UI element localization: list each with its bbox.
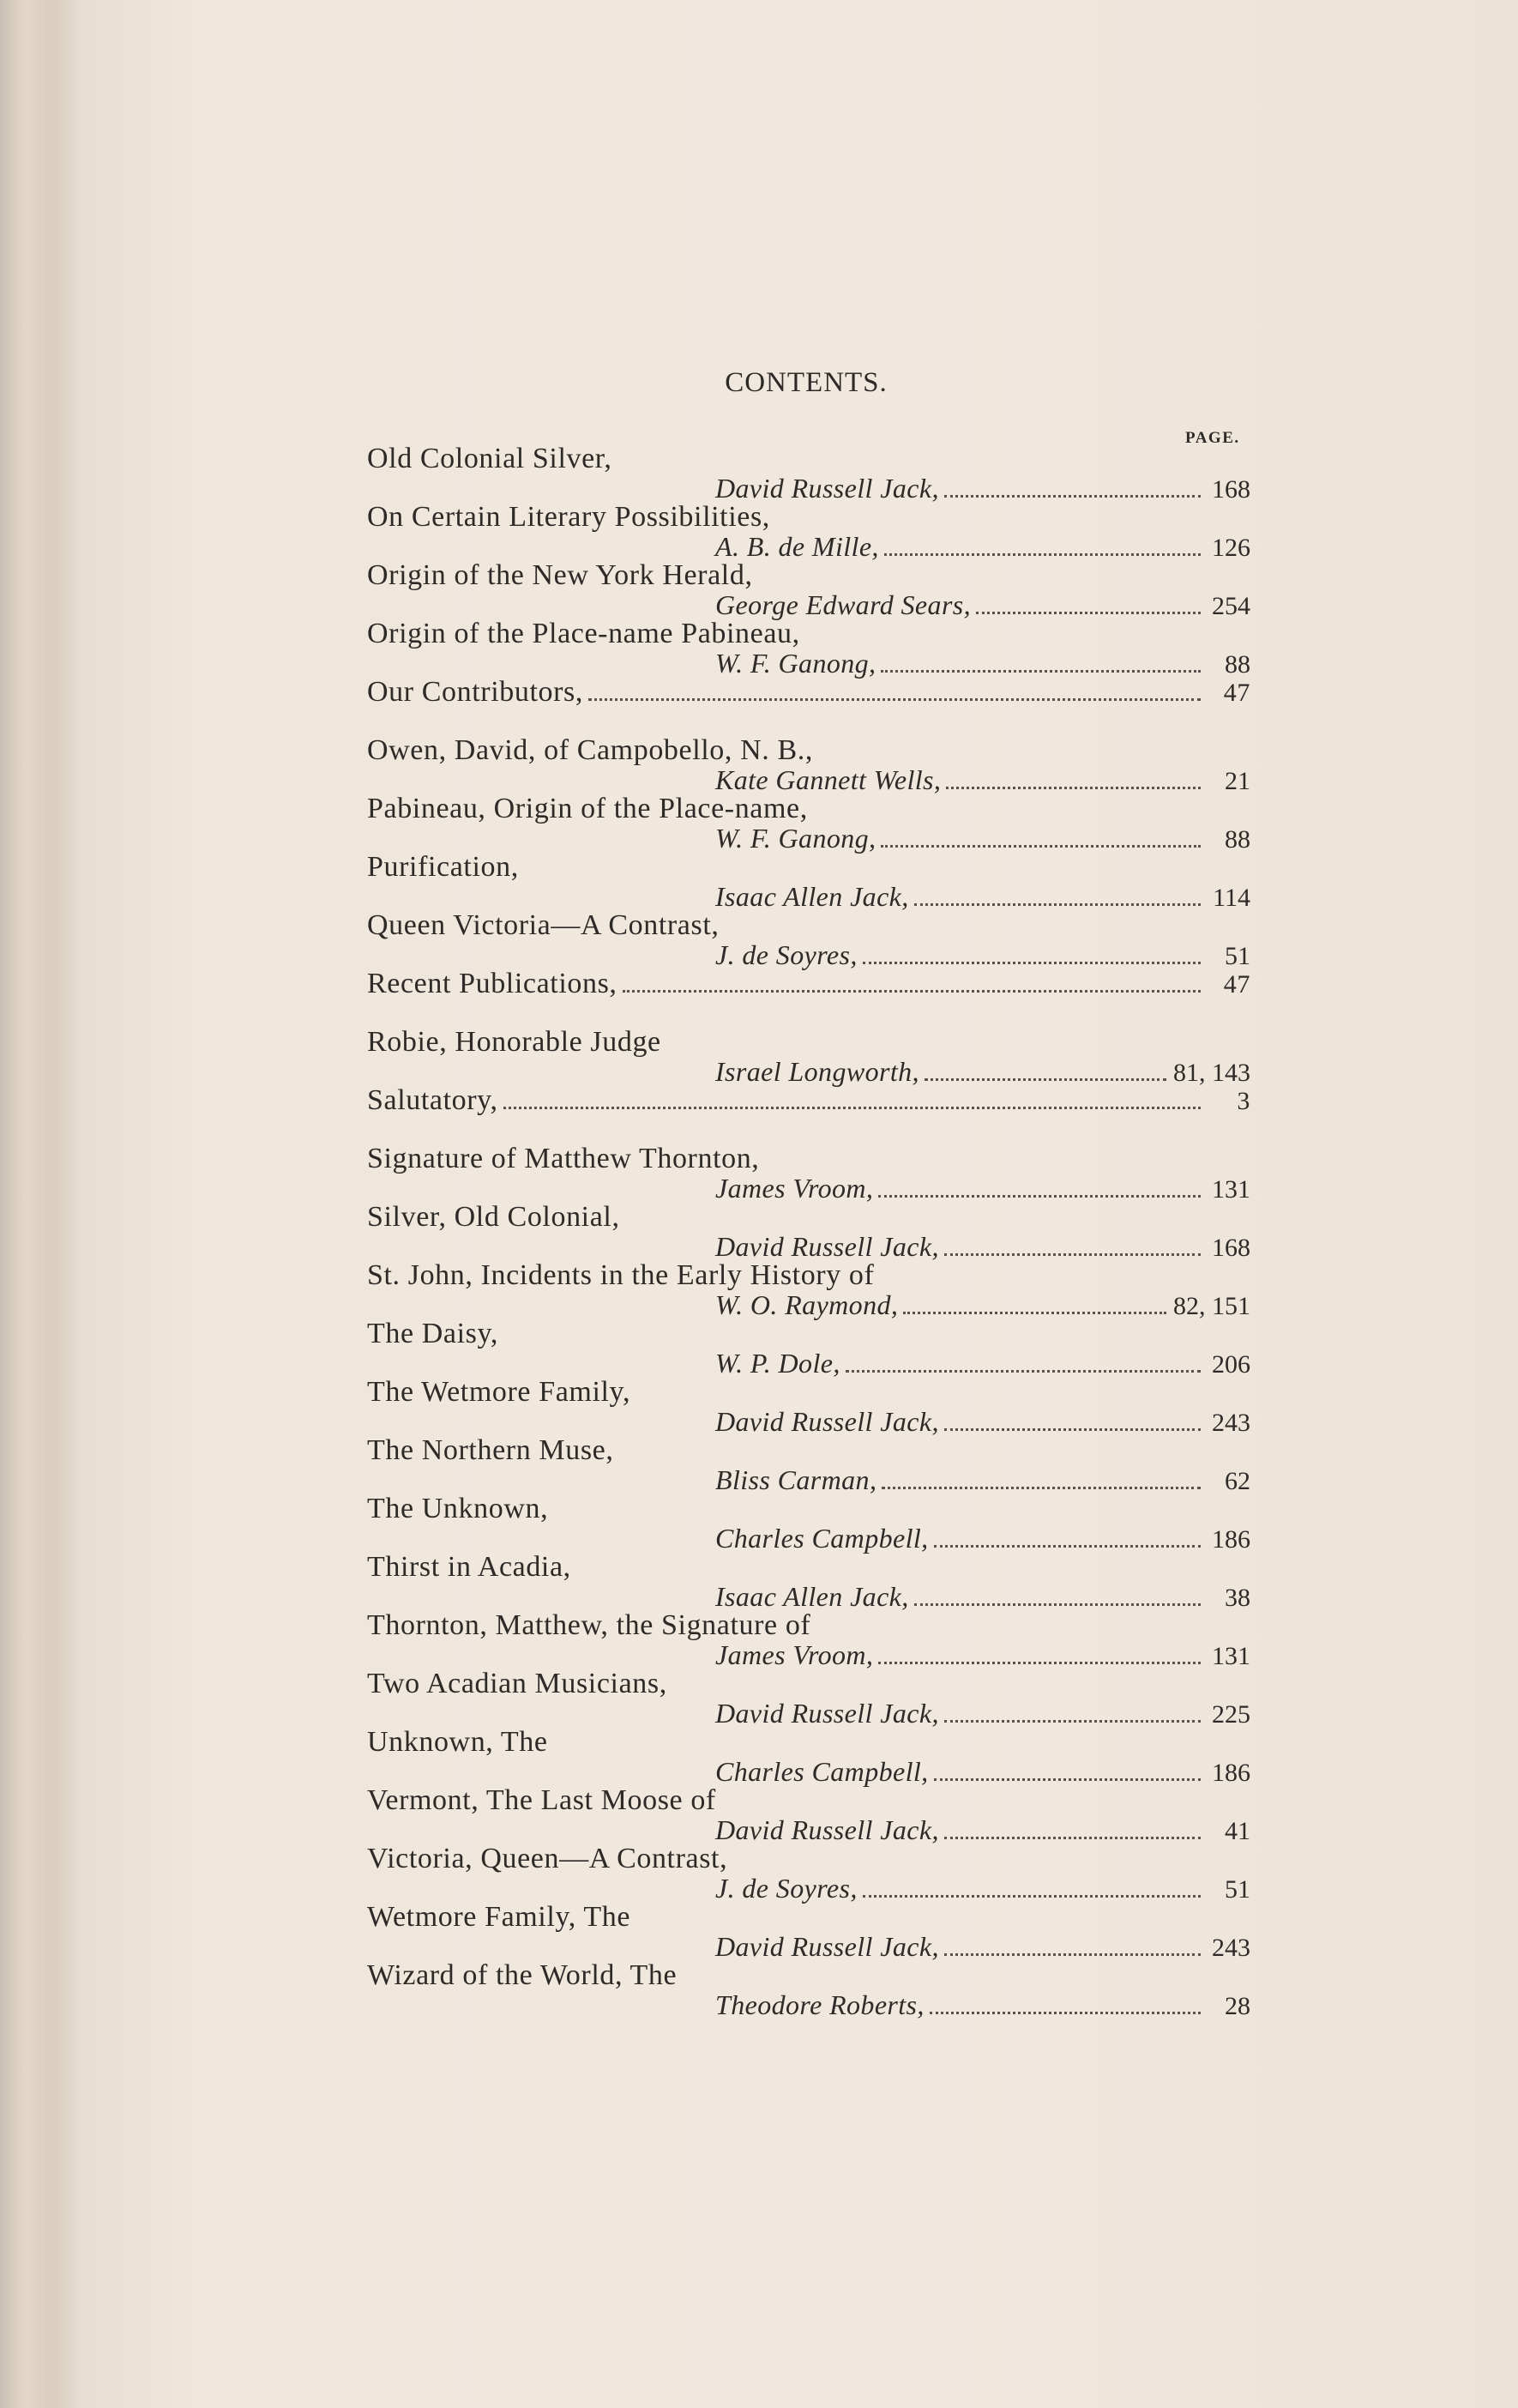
toc-entry [367, 1786, 1250, 1844]
entry-author-line [367, 765, 1250, 794]
dot-leader [944, 495, 1201, 498]
entry-subject: Robie, Honorable Judge [367, 1026, 661, 1058]
toc-entry [367, 678, 1250, 707]
toc-entry [367, 1319, 1250, 1378]
entry-subject: The Unknown, [367, 1493, 549, 1524]
entry-author-line [367, 1174, 1250, 1203]
entry-subject: Queen Victoria—A Contrast, [367, 909, 720, 941]
entry-line [367, 678, 1250, 707]
entry-page: 206 [1212, 1350, 1250, 1379]
dot-leader [881, 670, 1201, 673]
dot-leader [882, 1487, 1201, 1489]
entry-page: 186 [1212, 1759, 1250, 1787]
entry-author: Bliss Carman, [715, 1464, 877, 1495]
entry-author-line [367, 1757, 1250, 1786]
dot-leader [946, 787, 1201, 789]
entry-author-line [367, 1524, 1250, 1553]
entry-author-line [367, 1232, 1250, 1261]
entry-author: Charles Campbell, [715, 1523, 929, 1554]
entry-author: David Russell Jack, [715, 1814, 939, 1845]
dot-leader [934, 1545, 1201, 1548]
entry-page: 3 [1237, 1087, 1250, 1115]
entry-subject: The Northern Muse, [367, 1434, 614, 1466]
entry-subject: St. John, Incidents in the Early History of [367, 1259, 875, 1291]
entry-author: David Russell Jack, [715, 1231, 939, 1262]
entry-line [367, 1086, 1250, 1115]
entry-page: 38 [1225, 1584, 1250, 1612]
dot-leader [863, 1895, 1201, 1898]
toc-entry [367, 1728, 1250, 1786]
entry-author-line [367, 824, 1250, 853]
dot-leader [884, 553, 1201, 556]
entry-page: 186 [1212, 1525, 1250, 1554]
entry-subject: Unknown, The [367, 1726, 548, 1758]
entry-author: Kate Gannett Wells, [715, 764, 942, 795]
entry-author: George Edward Sears, [715, 589, 972, 620]
toc-entry [367, 619, 1250, 678]
dot-leader [503, 1107, 1201, 1109]
toc-entry [367, 1903, 1250, 1961]
entry-author-line [367, 1990, 1250, 2019]
entry-page: 51 [1225, 1875, 1250, 1904]
dot-leader [976, 612, 1201, 614]
page-title: CONTENTS. [725, 367, 888, 398]
entry-author-line [367, 1057, 1250, 1086]
entry-author-line [367, 1407, 1250, 1436]
toc-entry [367, 1028, 1250, 1086]
entry-subject: Silver, Old Colonial, [367, 1201, 620, 1233]
toc-entry [367, 1086, 1250, 1115]
entry-page: 82, 151 [1173, 1292, 1250, 1320]
entry-author: Isaac Allen Jack, [715, 881, 909, 912]
entry-author: James Vroom, [715, 1173, 874, 1204]
entry-author: David Russell Jack, [715, 1406, 939, 1437]
entry-subject: Two Acadian Musicians, [367, 1668, 667, 1699]
entry-subject: Pabineau, Origin of the Place-name, [367, 793, 808, 824]
entry-page: 168 [1212, 475, 1250, 504]
entry-subject: Victoria, Queen—A Contrast, [367, 1843, 728, 1874]
entry-page: 126 [1212, 534, 1250, 562]
toc-entry [367, 1144, 1250, 1203]
dot-leader [881, 845, 1201, 848]
entry-author: W. O. Raymond, [715, 1289, 899, 1320]
entry-author: Charles Campbell, [715, 1756, 929, 1787]
toc-entry [367, 1844, 1250, 1903]
entry-page: 243 [1212, 1409, 1250, 1437]
spacer [367, 1115, 1250, 1144]
dot-leader [846, 1370, 1201, 1373]
entry-author-line [367, 940, 1250, 969]
toc-entry [367, 736, 1250, 794]
entry-subject: Thornton, Matthew, the Signature of [367, 1609, 811, 1641]
entry-page: 88 [1225, 650, 1250, 679]
dot-leader [925, 1078, 1166, 1081]
toc-entry [367, 1203, 1250, 1261]
entry-page: 51 [1225, 942, 1250, 970]
entry-author: W. F. Ganong, [715, 823, 876, 854]
entry-subject: Wetmore Family, The [367, 1901, 631, 1933]
entry-page: 41 [1225, 1817, 1250, 1845]
entry-page: 254 [1212, 592, 1250, 620]
dot-leader [944, 1837, 1201, 1839]
entry-author-line [367, 1582, 1250, 1611]
toc-entry [367, 794, 1250, 853]
entry-page: 47 [1223, 679, 1250, 707]
entry-page: 62 [1225, 1467, 1250, 1495]
entry-author-line [367, 649, 1250, 678]
entry-subject: Vermont, The Last Moose of [367, 1784, 716, 1816]
contents-list [367, 444, 1250, 2019]
entry-subject: Recent Publications, [367, 968, 617, 999]
entry-author: J. de Soyres, [715, 939, 858, 970]
entry-subject: Wizard of the World, The [367, 1959, 678, 1991]
entry-author-line [367, 474, 1250, 503]
dot-leader [878, 1662, 1201, 1664]
entry-subject: Our Contributors, [367, 676, 583, 708]
dot-leader [914, 903, 1201, 906]
dot-leader [903, 1312, 1166, 1314]
dot-leader [588, 698, 1201, 701]
toc-entry [367, 1553, 1250, 1611]
entry-subject: The Wetmore Family, [367, 1376, 631, 1408]
entry-page: 243 [1212, 1934, 1250, 1962]
dot-leader [944, 1253, 1201, 1256]
entry-author: W. F. Ganong, [715, 648, 876, 679]
dot-leader [878, 1195, 1201, 1198]
dot-leader [930, 2012, 1201, 2014]
entry-subject: Salutatory, [367, 1084, 498, 1116]
entry-subject: Origin of the Place-name Pabineau, [367, 618, 800, 649]
entry-page: 131 [1212, 1175, 1250, 1204]
entry-page: 47 [1223, 970, 1250, 999]
entry-author-line [367, 1290, 1250, 1319]
entry-page: 88 [1225, 825, 1250, 854]
entry-subject: On Certain Literary Possibilities, [367, 501, 770, 533]
toc-entry [367, 1611, 1250, 1669]
dot-leader [863, 962, 1201, 964]
entry-author-line [367, 1932, 1250, 1961]
dot-leader [934, 1778, 1201, 1781]
entry-author: Israel Longworth, [715, 1056, 919, 1087]
entry-author: W. P. Dole, [715, 1348, 840, 1379]
entry-subject: Origin of the New York Herald, [367, 559, 753, 591]
dot-leader [914, 1603, 1201, 1606]
dot-leader [623, 990, 1201, 993]
entry-author-line [367, 1815, 1250, 1844]
entry-author: David Russell Jack, [715, 473, 939, 504]
toc-entry [367, 1669, 1250, 1728]
entry-author: David Russell Jack, [715, 1698, 939, 1729]
entry-page: 131 [1212, 1642, 1250, 1670]
entry-author: Theodore Roberts, [715, 1989, 925, 2020]
dot-leader [944, 1953, 1201, 1956]
entry-author: A. B. de Mille, [715, 531, 879, 562]
toc-entry [367, 853, 1250, 911]
toc-entry [367, 911, 1250, 969]
entry-author-line [367, 1465, 1250, 1494]
entry-page: 21 [1225, 767, 1250, 795]
spacer [367, 707, 1250, 736]
entry-subject: Purification, [367, 851, 519, 883]
dot-leader [944, 1720, 1201, 1723]
spacer [367, 999, 1250, 1028]
entry-author-line [367, 590, 1250, 619]
entry-author: J. de Soyres, [715, 1873, 858, 1904]
entry-subject: The Daisy, [367, 1318, 498, 1349]
entry-author-line [367, 882, 1250, 911]
book-spine-shadow [0, 0, 77, 2408]
toc-entry [367, 561, 1250, 619]
entry-page: 225 [1212, 1700, 1250, 1729]
entry-author-line [367, 1349, 1250, 1378]
toc-entry [367, 1961, 1250, 2019]
entry-page: 81, 143 [1173, 1059, 1250, 1087]
entry-page: 168 [1212, 1234, 1250, 1262]
entry-author: James Vroom, [715, 1639, 874, 1670]
toc-entry [367, 1378, 1250, 1436]
entry-line [367, 969, 1250, 999]
entry-author-line [367, 1874, 1250, 1903]
entry-author-line [367, 532, 1250, 561]
entry-page: 28 [1225, 1992, 1250, 2020]
entry-subject: Thirst in Acadia, [367, 1551, 571, 1583]
dot-leader [944, 1428, 1201, 1431]
toc-entry [367, 503, 1250, 561]
entry-subject: Old Colonial Silver, [367, 443, 612, 474]
entry-author: David Russell Jack, [715, 1931, 939, 1962]
page-column-header: PAGE. [1185, 429, 1240, 447]
entry-author: Isaac Allen Jack, [715, 1581, 909, 1612]
toc-entry [367, 1436, 1250, 1494]
toc-entry [367, 1494, 1250, 1553]
toc-entry [367, 969, 1250, 999]
entry-author-line [367, 1640, 1250, 1669]
entry-author-line [367, 1699, 1250, 1728]
toc-entry [367, 444, 1250, 503]
entry-subject: Owen, David, of Campobello, N. B., [367, 734, 813, 766]
entry-page: 114 [1213, 884, 1250, 912]
toc-entry [367, 1261, 1250, 1319]
entry-subject: Signature of Matthew Thornton, [367, 1143, 760, 1174]
